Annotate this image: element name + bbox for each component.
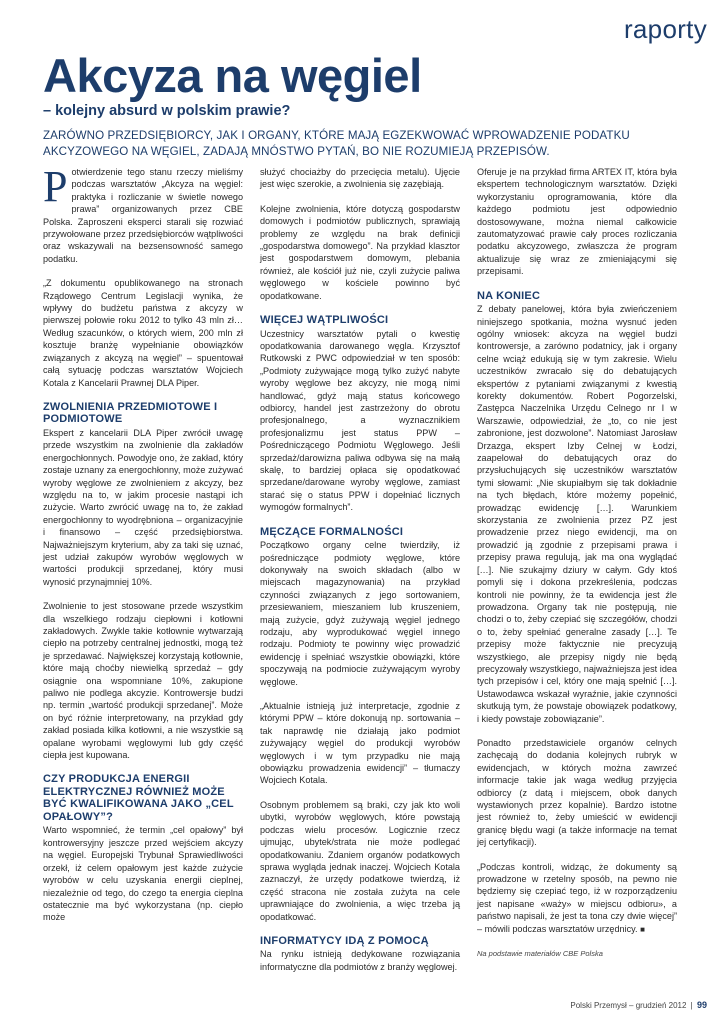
section-heading: WIĘCEJ WĄTPLIWOŚCI (260, 314, 389, 327)
paragraph: Osobnym problemem są braki, czy jak kto woli ubytki, wyrobów węglowych, które powstają podczas wielu procesów. Logicznie rzecz ujmując, ubytek/strata nie może podlegać opodatkowaniu. Zdaniem organów podatkowych sprawa wygląda jednak inaczej. Wojciech Kotala zaznaczył, że urzędy podatkowe twierdzą, iż część stracona nie została zużyta na cele uprawniające do zwolnienia, a więc trzeba ją opodatkować. (260, 799, 460, 922)
paragraph: służyć chociażby do przecięcia metalu). Ujęcie jest więc szerokie, a zwolnienia się zazębiają. (260, 167, 460, 190)
section-tag: raporty (623, 14, 707, 44)
paragraph: Zwolnienie to jest stosowane przede wszystkim dla wszelkiego rodzaju ciepłowni i kotłowni zakładowych. Zwykle takie kotłownie wytwarzają ciepło na potrzeby centralnej jednostki, mogą też je sprzedawać. Największej korzystają kotłownie, które mają choćby niewielką sprzedaż – gdy osiągnie ona wspomniane 10%, zakupione paliwo nie podlega akcyzie. Kontrowersje budzi np. termin „wartość produkcji sprzedanej”. Może on być różnie interpretowany, na przykład gdy zakład posiada kilka kotłowni, a nie wszystkie są opalane wyrobami węglowymi lub gdy część ciepła jest kupowana. (43, 601, 243, 761)
article-subtitle: – kolejny absurd w polskim prawie? (43, 103, 291, 119)
page-number: 99 (696, 1000, 707, 1010)
paragraph: „Podczas kontroli, widząc, że dokumenty są prowadzone w rzetelny sposób, na pewno nie będziemy się czepiać tego, iż w rozporządzeniu jest napisane «waży» w miejscu odbioru», a państwo napisali, że jest ta tona czy dwie więcej” – mówili podczas warsztatów urzędnicy. ■ (477, 861, 677, 934)
column-1 (43, 162, 243, 936)
drop-cap: P (43, 162, 68, 211)
column-3 (477, 166, 677, 960)
section-heading: ZWOLNIENIA PRZEDMIOTOWE I PODMIOTOWE (43, 400, 218, 426)
section-heading: NA KONIEC (477, 289, 541, 302)
section-heading: INFORMATYCY IDĄ Z POMOCĄ (260, 934, 429, 947)
section-heading: CZY PRODUKCJA ENERGII ELEKTRYCZNEJ RÓWNIEŻ MOŻE BYĆ KWALIFIKOWANA JAKO „CEL OPAŁOWY”? (43, 773, 234, 823)
publication-name: Polski Przemysł – grudzień 2012 (570, 1001, 687, 1010)
paragraph: Ekspert z kancelarii DLA Piper zwrócił uwagę przede wszystkim na zwolnienie dla zakładów energochłonnych. Powodyje ono, że zakład, który zostaje uznany za energochłonny, może zużywać wyroby węglowe ze zwolnieniem z akcyzy, bez względu na to, w jakim procesie nastąpi ich zużycie. Warto zwrócić uwagę na to, że zakład energochłonny to wyodrębniona – organizacyjnie i finansowo – część przedsiębiorstwa. Najważniejszym kryterium, aby za taki się uznać, jest udział zakupów wyrobów węglowych w wartości produkcji sprzedanej, który musi wynosić przynajmniej 10%. (43, 427, 243, 587)
end-mark-icon: ■ (640, 924, 645, 934)
footer-separator: | (690, 1001, 693, 1010)
article-lead: ZARÓWNO PRZEDSIĘBIORCY, JAK I ORGANY, KTÓRE MAJĄ EGZEKWOWAĆ WPROWADZENIE PODATKU AKCYZOWEGO NA WĘGIEL, ZADAJĄ MNÓSTWO PYTAŃ, BO NIE ROZUMIEJĄ PRZEPISÓW. (43, 129, 630, 158)
paragraph: Kolejne zwolnienia, które dotyczą gospodarstw domowych i podmiotów publicznych, sprawiają problemy ze względu na brak definicji „gospodarstwa domowego”. Na przykład klasztor jest gospodarstwem domowym, plebania również, ale kościół już nie, czyli zużycie paliwa węglowego w kościele powinno być opodatkowane. (260, 203, 460, 301)
article-title: Akcyza na węgiel (43, 49, 422, 102)
paragraph: „Aktualnie istnieją już interpretacje, zgodnie z którymi PPW – które dokonują np. sortowania – tak naprawdę nie działają jako podmiot zużywający węgiel do produkcji wyrobów węglowych i w tym przypadku nie mają obowiązku prowadzenia ewidencji” – tłumaczy Wojciech Kotala. (260, 701, 460, 786)
paragraph: Początkowo organy celne twierdziły, iż pośredniczące podmioty węglowe, które dokonywały na swoich składach (albo w miejscach magazynowania) na przykład czynności związanych z jego sortowaniem, przesiewaniem, mieszaniem lub kruszeniem, mają zużycie, gdyż zużywają węgiel jednego rodzaju, aby wyprodukować węgiel innego rodzaju. Podmioty te powinny więc prowadzić ewidencję i spełniać wszystkie obowiązki, które spoczywają na podmiocie zużywającym wyroby węglowe. (260, 540, 460, 687)
paragraph: „Z dokumentu opublikowanego na stronach Rządowego Centrum Legislacji wynika, że wpływy do budżetu państwa z akcyzy w pierwszej połowie roku 2012 to tylko 43 mln zł… Według szacunków, o których wiem, 200 mln zł kosztuje branżę wypełnianie obowiązków związanych z akcyzą na węgiel” – spuentował całą sytuację podczas warsztatów Wojciech Kotala z Kancelarii Prawnej DLA Piper. (43, 278, 243, 388)
paragraph: Uczestnicy warsztatów pytali o kwestię opodatkowania darowanego węgla. Krzysztof Rutkowski z PWC odpowiedział w ten sposób: „Podmioty zużywające mogą tylko zużyć nabyte wyroby węglowe bez akcyzy, nie mogą nimi handlować, gdyż mają status końcowego odbiorcy, handel jest zastrzeżony do obrotu profesjonalnego, a wyznacznikiem profesjonalizmu jest status PPW – Pośredniczącego Podmiotu Węglowego. Jeśli sprzedaż/darowizna paliwa odbywa się na małą skalę, to bardziej opłaca się opodatkować sprzedane/darowane wyroby węglowe, zamiast starać się o status PPW i dopełniać licznych wymogów formalnych”. (260, 328, 460, 513)
section-heading: MĘCZĄCE FORMALNOŚCI (260, 525, 404, 538)
page-footer (570, 1000, 707, 1010)
column-2 (260, 166, 460, 985)
paragraph: Ponadto przedstawiciele organów celnych zachęcają do dodania kolejnych rubryk w ewidencjach, w których można zawrzeć informacje takie jak waga według przyjęcia odbiorcy (z datą i miejscem, obok danych wystawionych przez kopalnie). Bardzo istotne jest również to, żeby umieścić w ewidencji granicę błędu wagi (a także informacje na temat jej certyfikacji). (477, 737, 677, 848)
paragraph: Oferuje je na przykład firma ARTEX IT, która była ekspertem technologicznym warsztatów. Dzięki wykorzystaniu oprogramowania, które dla każdego podmiotu jest odpowiednio dostosowywane, można niemal całkowicie zautomatyzować prawie cały proces rozliczania podatku akcyzowego, zwłaszcza że program aktualizuje się wraz ze zmieniającymi się przepisami. (477, 167, 677, 277)
paragraph: Potwierdzenie tego stanu rzeczy mieliśmy podczas warsztatów „Akcyza na węgiel: praktyka i rozliczanie w świetle nowego prawa” organizowanych przez CBE Polska. Zaproszeni eksperci starali się rozwiać przywołowane przez przedsiębiorców wątpliwości oraz wskazywali na bezsensowność samego podatku. (43, 162, 243, 264)
paragraph: Na rynku istnieją dedykowane rozwiązania informatyczne dla podmiotów z branży węglowej. (260, 949, 460, 972)
source-note: Na podstawie materiałów CBE Polska (477, 949, 603, 959)
paragraph: Z debaty panelowej, która była zwieńczeniem niniejszego spotkania, można wysnuć jeden ogólny wniosek: akcyza na węgiel budzi kontrowersje, a zarówno podatnicy, jak i organy celne wciąż edukują się w tym zakresie. Wielu uczestników zwracało się do debatujących ekspertów z pytaniami związanymi z kwestią korekty dokumentów. Robert Pogorzelski, Zastępca Naczelnika Urzędu Celnego nr I w Warszawie, odpowiedział, że „to, co nie jest zabronione, jest dozwolone”. Natomiast Jarosław Drzazga, ekspert Izby Celnej w Łodzi, zaapelował do debatujących oraz do przysłuchujących się uczestników warsztatów tymi słowami: „Nie skupiałbym się tak dokładnie na tych błędach, które możemy popełnić, prowadząc ewidencję […]. Warunkiem skorzystania ze zwolnienia przez PZ jest prowadzenie przez niego ewidencji, ma on prowadzić ją zgodnie z przepisami prawa i przepisy prawa regulują, jak ma ona wyglądać […]. Nie szukajmy dziury w całym. Gdy ktoś pomyli się i dokona przekreślenia, podczas kontroli nie powinny, że ta ewidencja jest źle prowadzona. Organy tak nie postępują, nie chodzi o to, żeby czepiać się szczegółów, chodzi o to, żeby spełniać generalne zasady […]. Te przepisy może faktycznie nie precyzują wszystkiego, ale przepisy nigdy nie będą precyzowały wszystkiego, najważniejsza jest idea tych przepisów i cel, który one mają spełnić […]. Ustawodawca wskazał wyraźnie, jakie czynności skutkują tym, że powstaje obowiązek podatkowy, i kiedy powstaje zobowiązanie”. (477, 304, 677, 724)
paragraph: Warto wspomnieć, że termin „cel opałowy” był kontrowersyjny jeszcze przed wejściem akcyzy na węgiel. Europejski Trybunał Sprawiedliwości orzekł, iż celem opałowym jest każde zużycie wyrobów w celu uzyskania energii cieplnej, niezależnie od tego, do czego ta energia cieplna ostatecznie ma być wykorzystana (np. ciepło może (43, 825, 243, 923)
